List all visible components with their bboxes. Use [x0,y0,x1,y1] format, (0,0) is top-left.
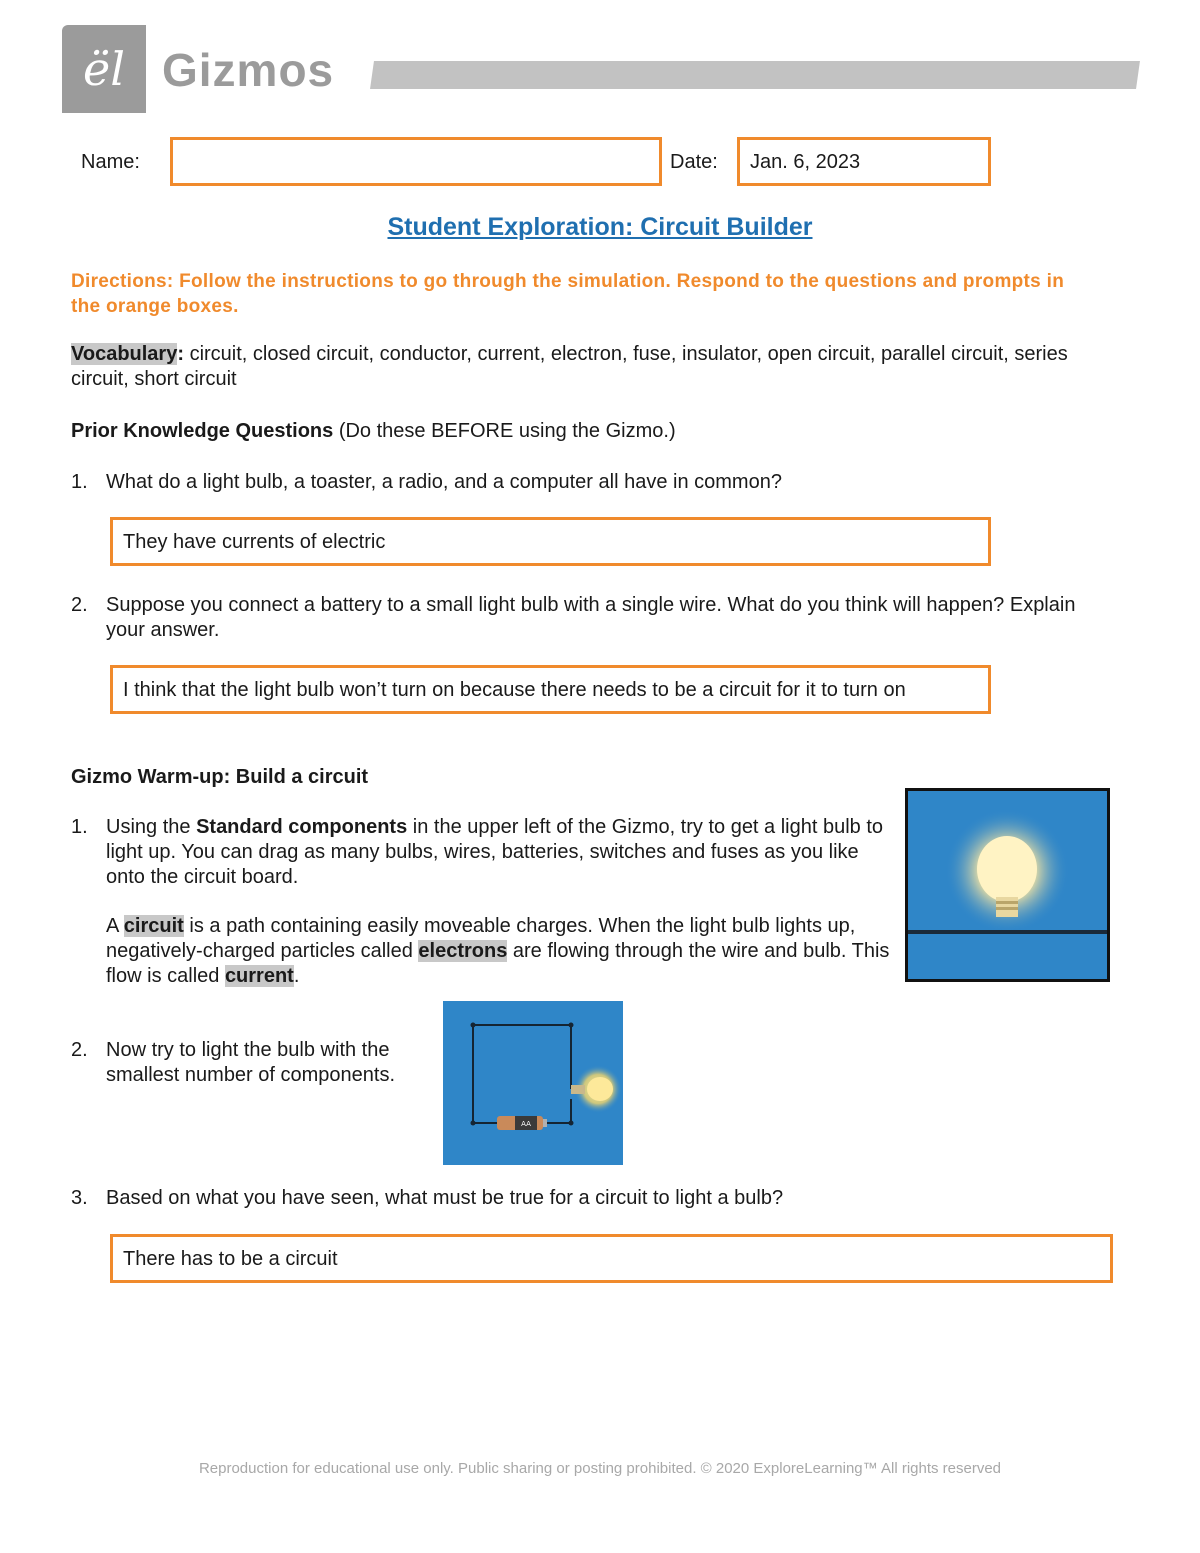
vocabulary-colon: : [177,343,185,365]
term-circuit: circuit [123,915,184,937]
vocabulary [71,342,1101,392]
warmup-q1-text [106,815,896,890]
name-field[interactable] [170,137,662,186]
header-bar [370,61,1140,89]
prior-q1-answer[interactable]: They have currents of electric [110,517,991,566]
prior-heading-text: Prior Knowledge Questions [71,420,334,442]
prior-q2-number: 2. [71,594,88,616]
simple-circuit-illustration [443,1001,623,1165]
warmup-q3-answer[interactable]: There has to be a circuit [110,1234,1113,1283]
definition-a: A [106,915,124,937]
directions: Directions: Follow the instructions to go through the simulation. Respond to the questions and prompts in the orange boxes. [71,271,1065,317]
circuit-definition [106,914,896,989]
lit-bulb-image [905,788,1110,982]
warmup-q1-bold: Standard components [196,816,408,838]
prior-q1-text: What do a light bulb, a toaster, a radio, and a computer all have in common? [106,471,782,493]
battery-label: AA [521,1120,531,1128]
prior-q2-text: Suppose you connect a battery to a small light bulb with a single wire. What do you think will happen? Explain your answer. [106,594,1076,641]
date-field[interactable]: Jan. 6, 2023 [737,137,991,186]
vocabulary-terms: circuit, closed circuit, conductor, current, electron, fuse, insulator, open circuit, parallel circuit, series circuit, short circuit [71,343,1068,390]
prior-q2-answer[interactable]: I think that the light bulb won’t turn on because there needs to be a circuit for it to turn on [110,665,991,714]
explorelearning-logo-icon: ël [83,42,125,96]
warmup-q1-number: 1. [71,816,88,838]
term-electrons: electrons [418,940,508,962]
date-label: Date: [670,151,718,173]
definition-d: . [293,965,300,987]
warmup-q2-number: 2. [71,1039,88,1061]
warmup-q3-number: 3. [71,1187,88,1209]
term-current: current [224,965,294,987]
page-title: Student Exploration: Circuit Builder [387,213,813,241]
name-label: Name: [81,151,140,173]
simple-circuit-image [443,1001,623,1165]
lit-bulb-illustration [908,791,1107,979]
warmup-q3-text: Based on what you have seen, what must be true for a circuit to light a bulb? [106,1187,784,1209]
definition-b: is a path containing easily moveable charges. When the light bulb lights up, negatively-charged particles called [106,915,856,962]
warmup-q1-pre: Using the [106,816,197,838]
prior-knowledge-heading [71,419,1101,444]
warmup-heading: Gizmo Warm-up: Build a circuit [71,766,369,788]
warmup-q1-post: in the upper left of the Gizmo, try to get a light bulb to light up. You can drag as many bulbs, wires, batteries, switches and fuses as you like onto the circuit board. [106,816,884,888]
prior-q1-number: 1. [71,471,88,493]
vocabulary-label: Vocabulary [71,343,178,365]
warmup-q2-text: Now try to light the bulb with the smallest number of components. [106,1039,396,1086]
footer-copyright: Reproduction for educational use only. Public sharing or posting prohibited. © 2020 ExploreLearning™ All rights reserved [198,1460,1002,1477]
prior-heading-note: (Do these BEFORE using the Gizmo.) [333,420,676,442]
brand-name: Gizmos [162,44,335,96]
definition-c: are flowing through the wire and bulb. This flow is called [106,940,890,987]
